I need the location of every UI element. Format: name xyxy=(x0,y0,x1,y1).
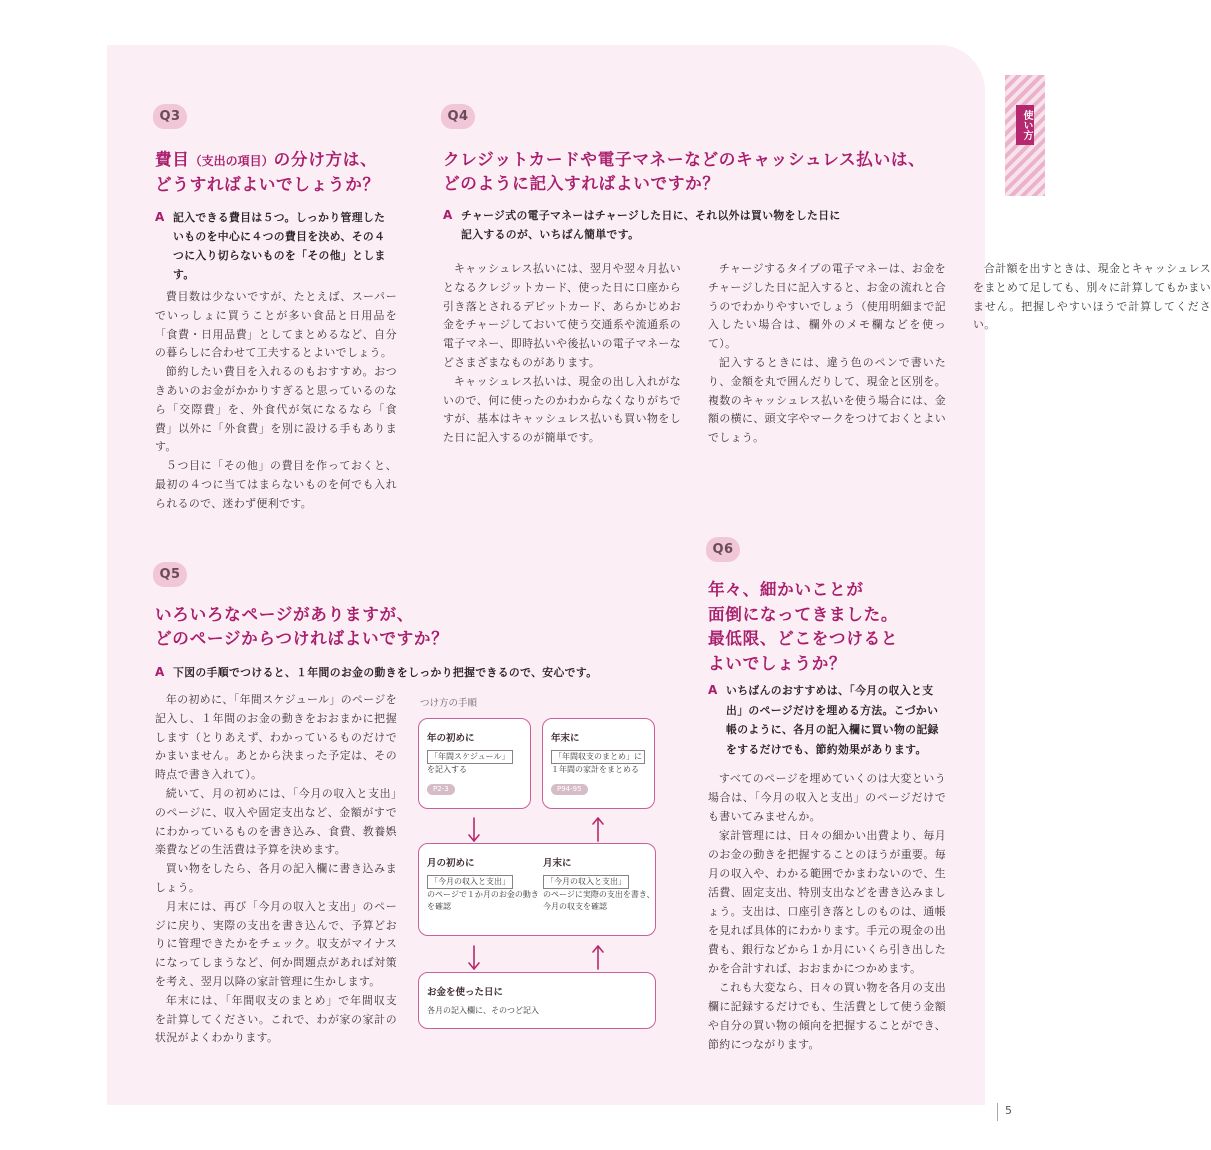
q3-paragraph: 節約したい費目を入れるのもおすすめ。おつきあいのお金がかかりすぎると思っているのなら「交際費」を、外食代が気になるなら「食費」以外に「外食費」を別に設ける手もあります。 xyxy=(155,365,397,454)
q5-badge: Q5 xyxy=(153,562,187,587)
flow-step-page-name: 「今月の収入と支出」 xyxy=(427,875,513,889)
flow-page-ref-badge: P94-95 xyxy=(551,784,588,795)
q3-title-note: （支出の項目） xyxy=(189,154,274,168)
section-side-tab xyxy=(1005,75,1045,196)
q6-title-line: 面倒になってきました。 xyxy=(708,604,899,624)
q6-title-line: よいでしょうか？ xyxy=(708,653,847,673)
flow-heading: つけ方の手順 xyxy=(420,698,478,709)
q3-title-rest: の分け方は、 xyxy=(273,150,378,169)
q3-answer-text: 記入できる費目は５つ。しっかり管理したいものを中心に４つの費目を決め、その４つに入り切らないものを「その他」とします。 xyxy=(173,211,386,281)
q5-paragraph: 続いて、月の初めには、「今月の収入と支出」のページに、収入や固定支出など、金額がすでにわかっているものを書き込み、食費、教養娯楽費などの生活費は予算を決めます。 xyxy=(155,786,397,857)
flow-step-text: のページに実際の支出を書き、今月の収支を確認 xyxy=(543,890,655,911)
section-tab-label: 使い方 xyxy=(1016,105,1034,145)
q3-title-main: 費目 xyxy=(155,150,190,169)
flow-box-spend-day xyxy=(418,972,656,1029)
flow-step-page-name: 「今月の収入と支出」 xyxy=(543,875,629,889)
page-number: 5 xyxy=(1005,1104,1012,1117)
q6-title xyxy=(708,578,958,676)
flow-step-title: お金を使った日に xyxy=(427,987,504,998)
q3-paragraph: ５つ目に「その他」の費目を作っておくと、最初の４つに当てはまらないものを何でも入れられるので、迷わず便利です。 xyxy=(155,459,397,510)
flow-box-year-end xyxy=(542,718,655,809)
q5-answer-mark: A xyxy=(155,665,165,679)
q5-title-line: いろいろなページがありますが、 xyxy=(155,605,415,624)
arrow-down-icon xyxy=(469,946,479,969)
q4-paragraph: 記入するときには、違う色のペンで書いたり、金額を丸で囲んだりして、現金と区別を。複数のキャッシュレス払いを使う場合には、金額の横に、頭文字やマークをつけておくとよいでしょう。 xyxy=(708,355,946,445)
q5-title xyxy=(155,603,495,651)
q6-badge: Q6 xyxy=(706,537,740,562)
q3-paragraph: 費目数は少ないですが、たとえば、スーパーでいっしょに買うことが多い食品と日用品を「食費・日用品費」としてまとめるなど、自分の暮らしに合わせて工夫するとよいでしょう。 xyxy=(155,290,397,360)
q5-answer-text: 下図の手順でつけると、１年間のお金の動きをしっかり把握できるので、安心です。 xyxy=(173,666,598,679)
q4-paragraph: チャージするタイプの電子マネーは、お金をチャージした日に記入すると、お金の流れと合うのでわかりやすいでしょう（使用明細まで記入したい場合は、欄外のメモ欄などを使って）。 xyxy=(708,262,946,351)
page-number-rule xyxy=(997,1103,998,1121)
flow-step-text: １年間の家計をまとめる xyxy=(551,765,639,774)
q4-paragraph: キャッシュレス払いは、現金の出し入れがないので、何に使ったのかわからなくなりがちですが、基本はキャッシュレス払いも買い物をした日に記入するのが簡単です。 xyxy=(443,374,681,445)
q3-badge: Q3 xyxy=(153,104,187,129)
q5-paragraph: 年の初めに、「年間スケジュール」のページを記入し、１年間のお金の動きをおおまかに把握します（とりあえず、わかっているものだけでかまいません。あとから決まった予定は、その時点で書き入れて）。 xyxy=(155,693,397,782)
q5-title-line: どのページからつければよいですか？ xyxy=(155,629,449,648)
q3-title xyxy=(155,148,415,197)
arrow-up-icon xyxy=(593,946,603,969)
flow-step-title: 月末に xyxy=(543,858,572,869)
q4-answer-mark: A xyxy=(443,208,453,222)
q4-badge: Q4 xyxy=(441,104,475,129)
flow-step-text: を記入する xyxy=(427,765,467,774)
flow-step-text: のページで１か月のお金の動きを確認 xyxy=(427,890,539,911)
q3-title-line-2: どうすればよいでしょうか？ xyxy=(155,175,380,194)
q4-answer-text: チャージ式の電子マネーはチャージした日に、それ以外は買い物をした日に記入するのが、いちばん簡単です。 xyxy=(461,209,841,241)
q6-paragraph: これも大変なら、日々の買い物を各月の支出欄に記録するだけでも、生活費として使う金額や自分の買い物の傾向を把握することができ、節約につながります。 xyxy=(708,981,946,1051)
q5-paragraph: 月末には、再び「今月の収入と支出」のページに戻り、実際の支出を書き込んで、予算どおりに管理できたかをチェック。収支がマイナスになってしまうなど、何か問題点があれば対策を考え、翌月以降の家計管理に生かします。 xyxy=(155,899,397,988)
flow-page-ref-badge: P2-3 xyxy=(427,784,455,795)
q5-paragraph: 買い物をしたら、各月の記入欄に書き込みましょう。 xyxy=(155,862,397,894)
q4-title-line: クレジットカードや電子マネーなどのキャッシュレス払いは、 xyxy=(443,150,926,169)
flow-step-title: 年の初めに xyxy=(427,733,475,744)
q4-title-line: どのように記入すればよいですか？ xyxy=(443,174,720,193)
q4-answer xyxy=(443,206,841,244)
q6-answer xyxy=(708,681,942,759)
arrow-up-icon xyxy=(593,818,603,841)
q6-paragraph: すべてのページを埋めていくのは大変という場合は、「今月の収入と支出」のページだけでも書いてみませんか。 xyxy=(708,772,946,823)
q3-answer xyxy=(155,208,387,284)
q4-paragraph: キャッシュレス払いには、翌月や翌々月払いとなるクレジットカード、使った日に口座から引き落とされるデビットカード、あらかじめお金をチャージしておいて使う交通系や流通系の電子マネー、即時払いや後払いの電子マネーなどさまざまなものがあります。 xyxy=(443,262,681,369)
flow-step-text: 各月の記入欄に、そのつど記入 xyxy=(427,1006,539,1015)
q6-answer-mark: A xyxy=(708,683,718,697)
q6-body xyxy=(708,769,946,1054)
flow-box-year-start xyxy=(418,718,531,809)
flow-step-title: 年末に xyxy=(551,733,580,744)
q5-answer xyxy=(155,663,655,682)
q5-body xyxy=(155,691,397,1048)
q6-title-line: 年々、細かいことが xyxy=(708,580,864,599)
q6-paragraph: 家計管理には、日々の細かい出費より、毎月のお金の動きを把握することのほうが重要。毎月の収入や、わかる範囲でかまわないので、生活費、固定支出、特別支出などを書き込みましょう。支出は、口座引き落としのものは、通帳を見れば具体的にわかります。手元の現金の出費も、銀行などから１か月にいくら引き出したかを合計すれば、おおまかにつかめます。 xyxy=(708,829,946,975)
q6-title-line: 最低限、どこをつけると xyxy=(708,629,899,648)
q4-body xyxy=(443,260,1211,472)
q6-answer-text: いちばんのおすすめは、「今月の収入と支出」のページだけを埋める方法。こづかい帳のように、各月の記入欄に買い物の記録をするだけでも、節約効果があります。 xyxy=(726,684,939,756)
arrow-down-icon xyxy=(469,818,479,841)
flow-step-page-name: 「年間収支のまとめ」に xyxy=(551,750,645,764)
flow-step-title: 月の初めに xyxy=(427,858,475,869)
q5-paragraph: 年末には、「年間収支のまとめ」で年間収支を計算してください。これで、わが家の家計の状況がよくわかります。 xyxy=(155,993,397,1045)
q3-title-line-1 xyxy=(155,148,415,173)
flow-arrows xyxy=(418,808,656,972)
q4-title xyxy=(443,148,963,196)
flow-step-page-name: 「年間スケジュール」 xyxy=(427,750,513,764)
q4-paragraph: 合計額を出すときは、現金とキャッシュレスをまとめて足しても、別々に計算してもかまいません。把握しやすいほうで計算してください。 xyxy=(973,262,1211,332)
q3-body xyxy=(155,288,397,514)
q3-answer-mark: A xyxy=(155,210,165,224)
